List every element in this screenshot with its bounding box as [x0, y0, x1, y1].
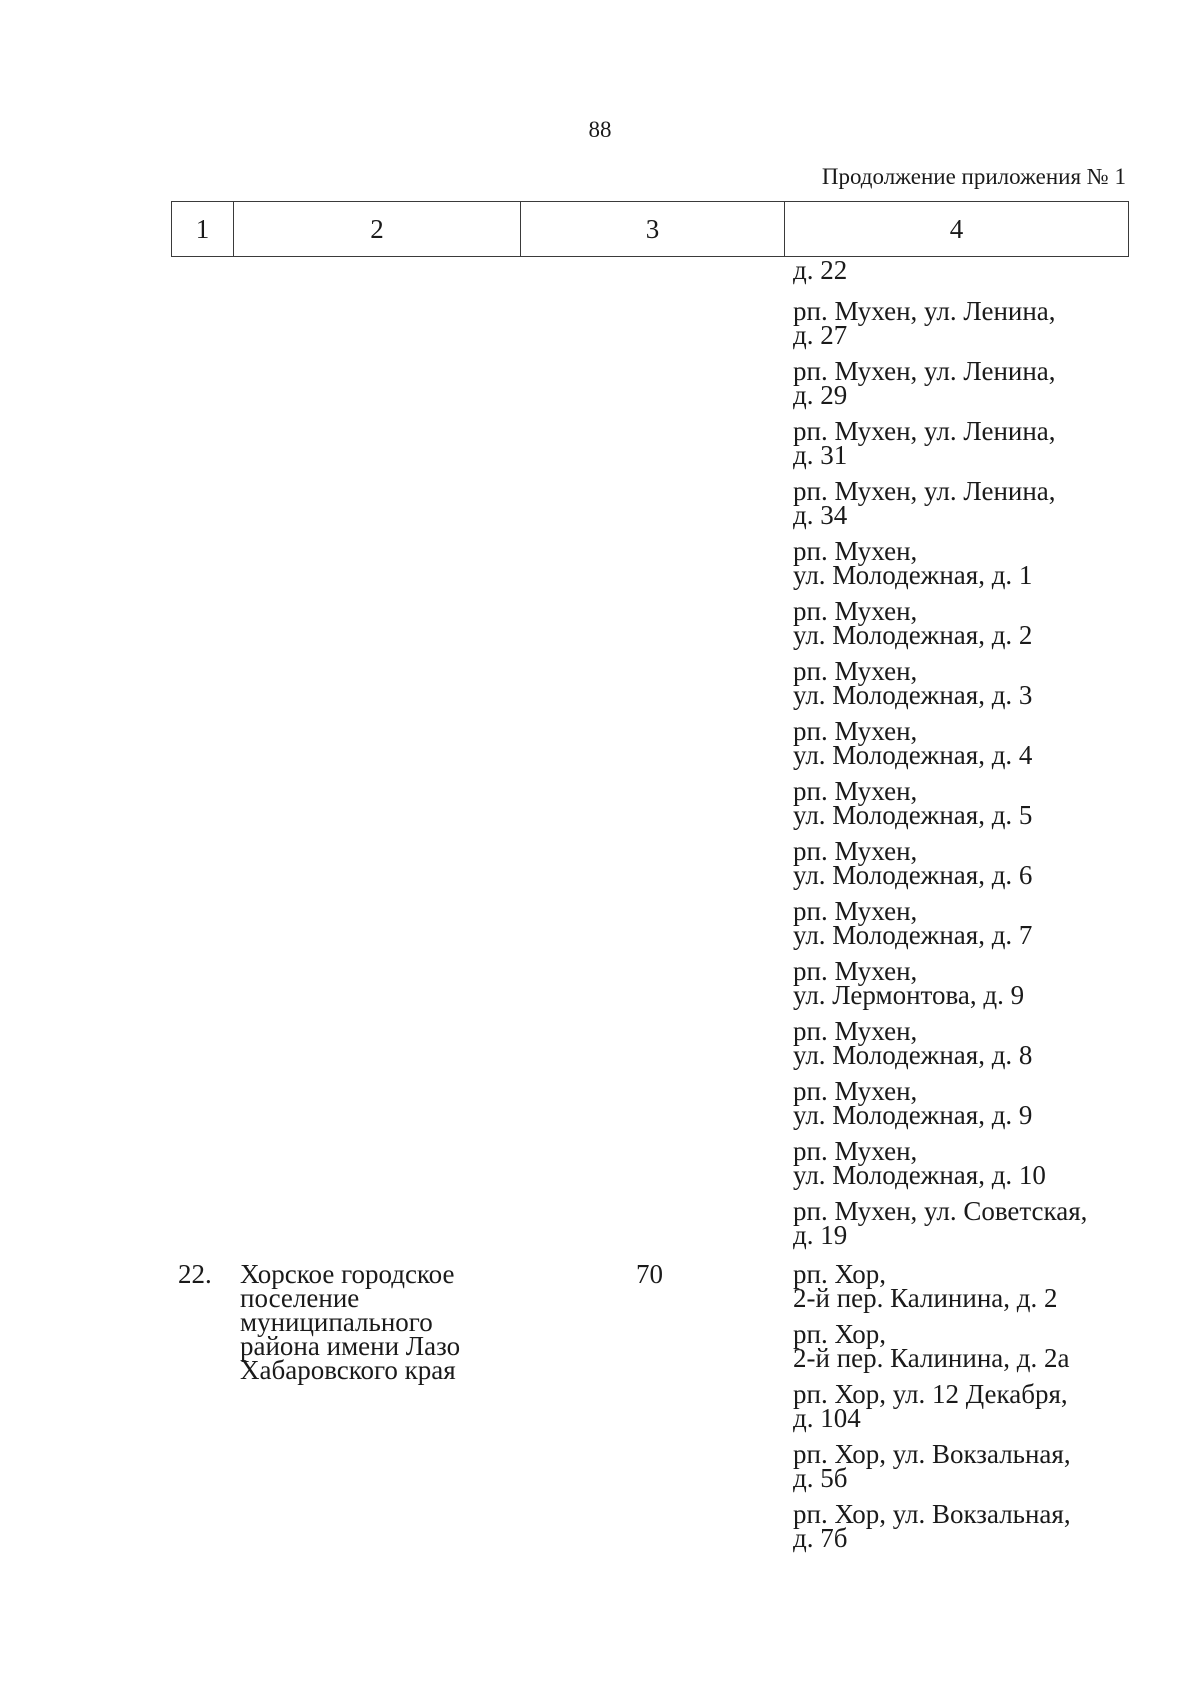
address-cell: рп. Хор, ул. Вокзальная, д. 7б: [793, 1499, 1071, 1553]
address-cell: рп. Хор, ул. 12 Декабря, д. 104: [793, 1379, 1068, 1433]
row-quantity: 70: [636, 1259, 663, 1289]
header-col-4: 4: [784, 202, 1128, 256]
appendix-caption: Продолжение приложения № 1: [821, 164, 1126, 189]
header-col-2: 2: [233, 202, 520, 256]
address-cell: рп. Хор, 2-й пер. Калинина, д. 2: [793, 1259, 1058, 1313]
address-cell: рп. Мухен, ул. Молодежная, д. 10: [793, 1136, 1046, 1190]
address-cell: рп. Мухен, ул. Ленина, д. 34: [793, 476, 1056, 530]
settlement-name: Хорское городское поселение муниципального района имени Лазо Хабаровского края: [240, 1259, 461, 1385]
address-cell: рп. Мухен, ул. Ленина, д. 31: [793, 416, 1056, 470]
address-cell: рп. Мухен, ул. Молодежная, д. 4: [793, 716, 1033, 770]
address-cell: рп. Мухен, ул. Молодежная, д. 7: [793, 896, 1033, 950]
address-cell: рп. Мухен, ул. Молодежная, д. 3: [793, 656, 1033, 710]
address-cell: рп. Мухен, ул. Молодежная, д. 2: [793, 596, 1033, 650]
address-cell: рп. Хор, ул. Вокзальная, д. 5б: [793, 1439, 1071, 1493]
address-cell: рп. Мухен, ул. Молодежная, д. 6: [793, 836, 1033, 890]
address-cell: рп. Мухен, ул. Молодежная, д. 1: [793, 536, 1033, 590]
row-number: 22.: [178, 1259, 212, 1289]
address-cell: рп. Мухен, ул. Ленина, д. 27: [793, 296, 1056, 350]
header-col-1: 1: [195, 213, 210, 244]
address-cell: д. 22: [793, 255, 848, 285]
header-col-3: 3: [520, 202, 784, 256]
address-cell: рп. Мухен, ул. Молодежная, д. 5: [793, 776, 1033, 830]
page-number: 88: [588, 117, 612, 142]
address-cell: рп. Хор, 2-й пер. Калинина, д. 2а: [793, 1319, 1070, 1373]
address-cell: рп. Мухен, ул. Молодежная, д. 8: [793, 1016, 1033, 1070]
address-cell: рп. Мухен, ул. Ленина, д. 29: [793, 356, 1056, 410]
table-header-row: [171, 201, 1129, 257]
address-cell: рп. Мухен, ул. Лермонтова, д. 9: [793, 956, 1025, 1010]
address-cell: рп. Мухен, ул. Советская, д. 19: [793, 1196, 1088, 1250]
address-cell: рп. Мухен, ул. Молодежная, д. 9: [793, 1076, 1033, 1130]
